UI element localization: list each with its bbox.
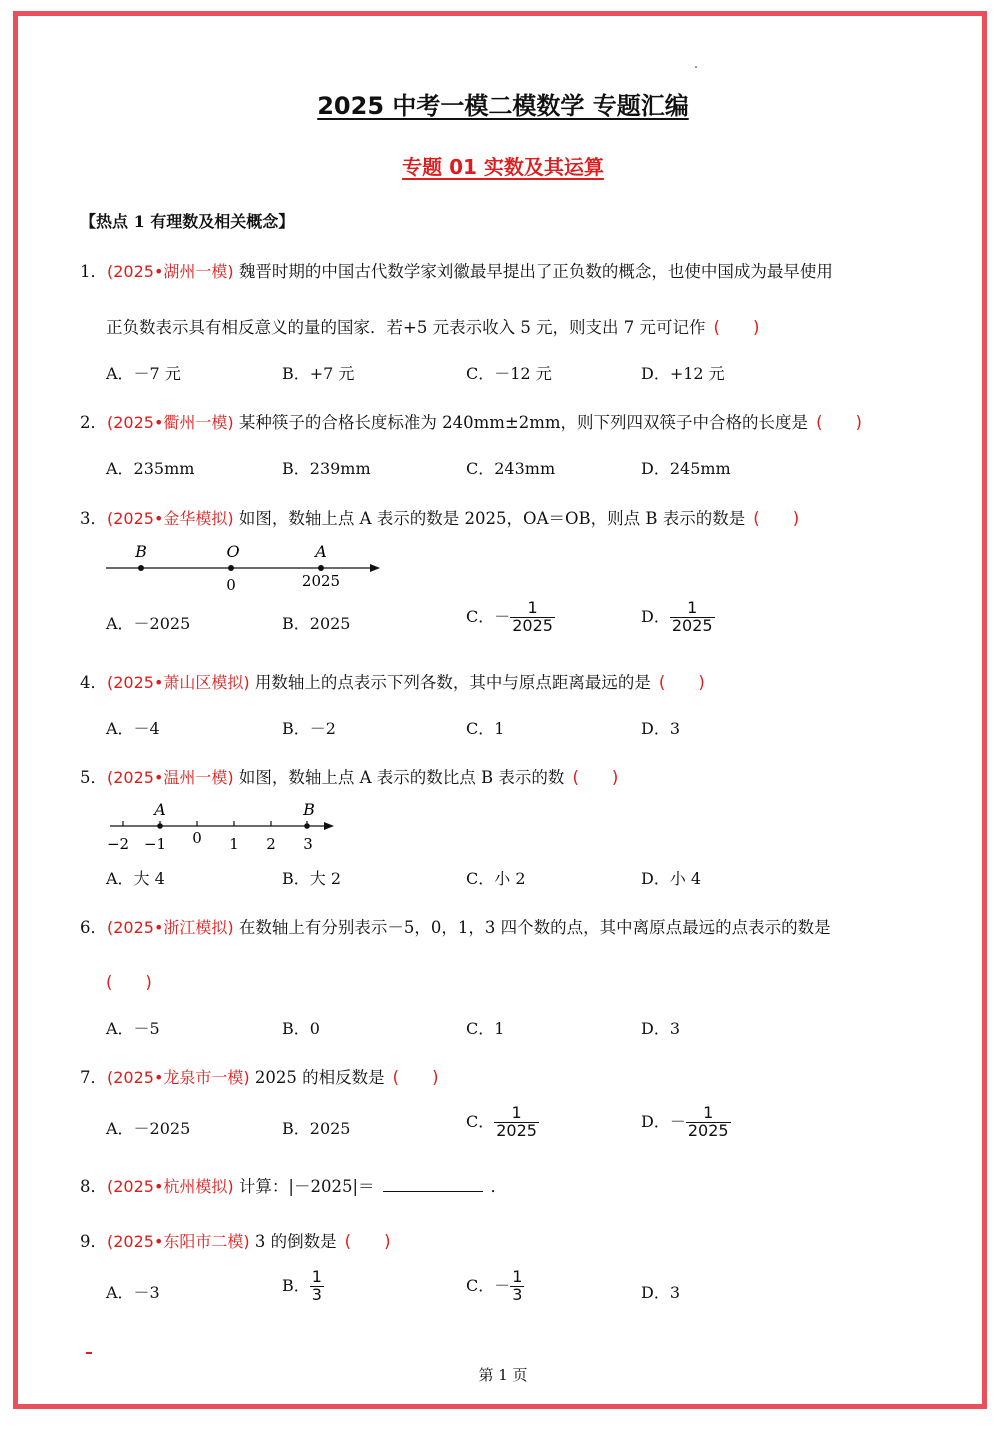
question-1-line-1: 1．(2025•湖州一模) 魏晋时期的中国古代数学家刘徽最早提出了正负数的概念，也使中国成为最早使用	[80, 262, 833, 281]
q3-point-a	[318, 565, 324, 571]
q5-number-line-figure	[100, 797, 350, 859]
question-5: 5．(2025•温州一模) 如图，数轴上点 A 表示的数比点 B 表示的数 ( )	[80, 768, 619, 787]
q9-option-b: B． $\frac{1}{3}$	[282, 1267, 322, 1304]
q9-option-c-fraction: $\frac{1}{3}$	[512, 1267, 523, 1304]
q5-point-b	[304, 823, 310, 829]
scan-dot	[695, 66, 697, 68]
q3-axis-arrow	[370, 564, 380, 572]
question-7: 7．(2025•龙泉市一模) 2025 的相反数是 ( )	[80, 1068, 439, 1087]
question-6: 6．(2025•浙江模拟) 在数轴上有分别表示－5，0，1，3 四个数的点，其中离原点最远的点表示的数是	[80, 918, 831, 937]
q3-point-b	[138, 565, 144, 571]
q1-option-b: B．+7 元	[282, 364, 355, 383]
q2-option-b: B．239mm	[282, 459, 371, 478]
q5-tick-label: 0	[192, 829, 202, 847]
q3-option-b: B．2025	[282, 614, 351, 633]
question-4: 4．(2025•萧山区模拟) 用数轴上的点表示下列各数，其中与原点距离最远的是 ( )	[80, 673, 705, 692]
page-subtitle: 专题 01 实数及其运算	[402, 155, 604, 179]
q8-answer-blank[interactable]	[383, 1175, 483, 1192]
q1-option-c: C．－12 元	[466, 364, 552, 383]
red-mark	[86, 1352, 92, 1354]
q9-option-b-fraction: $\frac{1}{3}$	[311, 1267, 322, 1304]
q6-option-a: A．－5	[106, 1019, 160, 1038]
q5-option-b: B．大 2	[282, 869, 342, 888]
q5-ticks	[123, 821, 307, 826]
q5-label-b: B	[303, 800, 315, 819]
q3-number-line-figure	[100, 538, 390, 598]
q4-option-c: C．1	[466, 719, 505, 738]
q4-option-a: A．－4	[106, 719, 160, 738]
q5-label-a: A	[154, 800, 166, 819]
q9-option-d: D．3	[641, 1283, 681, 1302]
q5-tick-label: 3	[303, 835, 313, 853]
q3-label-a: A	[315, 542, 327, 561]
q9-option-c: C．－ $\frac{1}{3}$	[466, 1267, 523, 1304]
q5-point-a	[157, 823, 163, 829]
q7-option-c-fraction: $\frac{1}{2025}$	[496, 1103, 537, 1140]
q1-option-a: A．－7 元	[106, 364, 181, 383]
q3-label-b: B	[135, 542, 147, 561]
q6-option-c: C．1	[466, 1019, 505, 1038]
q3-option-a: A．－2025	[106, 614, 191, 633]
q7-option-c: C． $\frac{1}{2025}$	[466, 1103, 537, 1140]
q4-option-d: D．3	[641, 719, 681, 738]
page-title: 2025 中考一模二模数学 专题汇编	[317, 92, 689, 120]
question-6-answer-paren: ( )	[106, 973, 152, 992]
question-3: 3．(2025•金华模拟) 如图，数轴上点 A 表示的数是 2025，OA＝OB，则点 B 表示的数是 ( )	[80, 509, 800, 528]
q3-option-c-fraction: $\frac{1}{2025}$	[512, 598, 553, 635]
q3-label-zero: 0	[226, 576, 236, 594]
question-1-line-2: 正负数表示具有相反意义的量的国家．若+5 元表示收入 5 元，则支出 7 元可记作 ( )	[106, 318, 760, 337]
question-9: 9．(2025•东阳市二模) 3 的倒数是 ( )	[80, 1232, 391, 1251]
q6-option-b: B．0	[282, 1019, 320, 1038]
q7-option-d-fraction: $\frac{1}{2025}$	[687, 1103, 729, 1140]
q2-option-c: C．243mm	[466, 459, 556, 478]
q1-option-d: D．+12 元	[641, 364, 725, 383]
q3-option-d: D． $\frac{1}{2025}$	[641, 598, 713, 635]
q4-option-b: B．－2	[282, 719, 336, 738]
q5-tick-label: 2	[266, 835, 276, 853]
page-footer: 第 1 页	[478, 1366, 528, 1384]
q3-label-o: O	[226, 542, 240, 561]
section-heading: 【热点 1 有理数及相关概念】	[80, 212, 295, 231]
q9-option-a: A．－3	[106, 1283, 160, 1302]
q5-tick-label: −1	[143, 835, 167, 853]
question-2: 2．(2025•衢州一模) 某种筷子的合格长度标准为 240mm±2mm，则下列四双筷子中合格的长度是 ( )	[80, 413, 862, 432]
q5-tick-label: −2	[106, 835, 130, 853]
q2-option-a: A．235mm	[106, 459, 195, 478]
q5-option-c: C．小 2	[466, 869, 526, 888]
q5-tick-label: 1	[229, 835, 239, 853]
q7-option-d: D．－ $\frac{1}{2025}$	[641, 1103, 729, 1140]
q5-option-d: D．小 4	[641, 869, 702, 888]
q5-option-a: A．大 4	[106, 869, 165, 888]
q3-option-c: C．－ $\frac{1}{2025}$	[466, 598, 553, 635]
q7-option-b: B．2025	[282, 1119, 351, 1138]
q5-axis-arrow	[324, 822, 334, 830]
q3-point-o	[228, 565, 234, 571]
q7-option-a: A．－2025	[106, 1119, 191, 1138]
q2-option-d: D．245mm	[641, 459, 731, 478]
q3-option-d-fraction: $\frac{1}{2025}$	[671, 598, 713, 635]
q3-label-a-value: 2025	[301, 572, 341, 590]
q6-option-d: D．3	[641, 1019, 681, 1038]
question-8: 8．(2025•杭州模拟) 计算：|－2025|＝ ．	[80, 1177, 508, 1196]
